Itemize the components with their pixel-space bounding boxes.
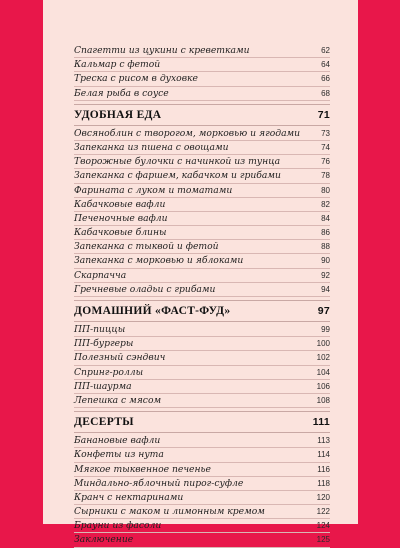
toc-item-title: Сырники с маком и лимонным кремом [74,506,265,518]
toc-item-title: Печеночные вафли [74,212,168,224]
toc-item-page: 74 [321,142,330,152]
toc-item-page: 118 [317,478,330,488]
toc-item-page: 78 [321,171,330,181]
toc-item-title: Запеканка с морковью и яблоками [74,255,244,267]
toc-item-page: 104 [316,367,330,377]
toc-item-page: 80 [321,185,330,195]
toc-item-page: 66 [321,74,330,84]
toc-item-title: Кранч с нектаринами [74,491,184,503]
toc-item [74,337,330,351]
toc-item-page: 73 [321,128,330,138]
toc-item-page: 90 [321,256,330,266]
toc-item-title: ПП-пиццы [74,324,126,335]
toc-item [74,198,330,212]
toc-section-heading [74,104,330,126]
toc-item-page: 82 [321,199,330,209]
toc-item-page: 88 [321,242,330,252]
toc-item-page: 113 [317,436,330,446]
toc-item-title: Миндально-яблочный пирог-суфле [74,477,244,489]
toc-item-page: 102 [316,353,330,363]
toc-item-title: Овсяноблин с творогом, морковью и ягодами [74,127,301,139]
toc-item-title: Белая рыба в соусе [74,87,169,99]
toc-item-title: Спагетти из цукини с креветками [74,45,250,56]
toc-item-title: Запеканка с тыквой и фетой [74,241,219,253]
toc-item-title: Спринг-роллы [74,366,144,378]
toc-item-title: Лепешка с мясом [74,394,162,406]
section-title: ДЕСЕРТЫ [74,416,134,429]
toc-item-page: 94 [321,284,330,294]
toc-item [74,184,330,198]
toc-item-title: ПП-бургеры [74,338,134,350]
section-page: 71 [317,108,330,121]
toc-item [74,269,330,283]
toc-item [74,434,330,448]
toc-item [74,58,330,72]
toc-item-page: 106 [316,381,330,391]
book-page [43,0,358,546]
toc-item [74,463,330,477]
toc-item [74,351,330,365]
section-title: ДОМАШНИЙ «ФАСТ-ФУД» [74,305,231,317]
toc-item [74,366,330,380]
toc-item-page: 120 [316,492,330,502]
toc-item-title: Кабачковые блины [74,227,167,239]
toc-item [74,169,330,183]
toc-item-page: 125 [316,535,330,545]
toc-item [74,394,330,408]
toc-item-title: Мягкое тыквенное печенье [74,463,211,475]
toc-item-title: Запеканка из пшена с овощами [74,141,229,153]
toc-item-page: 64 [321,60,330,70]
toc-item-page: 114 [317,450,330,460]
toc-item [74,127,330,141]
toc-item-title: Фаринатa с луком и томатами [74,184,233,196]
toc-item-title: Заключение [74,534,134,546]
toc-item-page: 99 [321,325,330,334]
toc-item-page: 108 [316,395,330,405]
toc-item [74,155,330,169]
toc-item-title: Запеканка с фаршем, кабачком и грибами [74,170,281,182]
table-of-contents [74,44,330,548]
toc-item-title: Скарпачча [74,269,127,281]
toc-item-title: Гречневые оладьи с грибами [74,283,216,295]
section-title: УДОБНАЯ ЕДА [74,108,162,121]
toc-item-page: 100 [316,339,330,349]
toc-section-heading [74,300,330,322]
toc-item-page: 116 [317,464,330,474]
toc-item-page: 124 [316,521,330,531]
toc-item [74,254,330,268]
toc-item [74,477,330,491]
toc-item [74,212,330,226]
section-page: 97 [317,305,330,317]
toc-item-page: 122 [316,507,330,517]
toc-item-title: Полезный сэндвич [74,352,166,364]
toc-item [74,533,330,547]
toc-item-page: 92 [321,270,330,280]
toc-item [74,141,330,155]
toc-item [74,448,330,462]
toc-item [74,72,330,86]
toc-item [74,44,330,58]
toc-item-title: ПП-шаурма [74,380,132,392]
toc-item-page: 86 [321,228,330,238]
toc-item-title: Творожные булочки с начинкой из тунца [74,156,281,168]
toc-item-page: 84 [321,213,330,223]
toc-item [74,283,330,297]
toc-item-title: Банановые вафли [74,435,161,447]
toc-item-title: Конфеты из нута [74,449,164,461]
toc-item [74,240,330,254]
toc-item [74,323,330,337]
toc-item-title: Брауни из фасоли [74,520,162,532]
toc-item-title: Кабачковые вафли [74,198,166,210]
toc-section-heading [74,411,330,433]
toc-item [74,505,330,519]
toc-item [74,226,330,240]
toc-item-title: Кальмар с фетой [74,59,161,71]
toc-item-page: 76 [321,157,330,167]
toc-item [74,87,330,101]
toc-item [74,519,330,533]
toc-item [74,380,330,394]
toc-item-page: 68 [321,88,330,98]
section-page: 111 [312,416,330,429]
toc-item-title: Треска с рисом в духовке [74,73,198,85]
toc-item [74,491,330,505]
toc-item-page: 62 [321,46,330,55]
